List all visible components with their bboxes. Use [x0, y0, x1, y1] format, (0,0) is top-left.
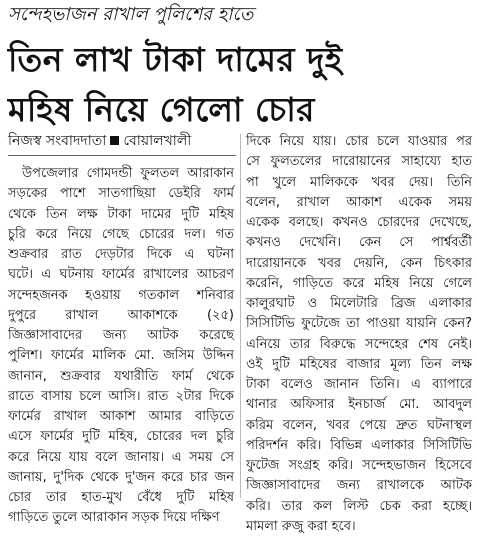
article-line: জিজ্ঞাসাবাদের জন্য রাখালকে আটক	[246, 478, 472, 494]
article-line: ফুটেজ সংগ্রহ করি। সন্দেহভাজন হিসেবে	[246, 458, 472, 473]
byline-location: বোয়ালখালী	[123, 133, 192, 149]
article-line: ঘটে। এ ঘটনায় ফার্মের রাখালের আচরণ	[8, 267, 234, 283]
article-line: শুক্রবার রাত দেড়টার দিকে এ ঘটনা	[8, 247, 234, 262]
article-line: সিসিটিভি ফুটেজে তা পাওয়া যায়নি কেন?	[246, 316, 472, 332]
article-line: মামলা রুজু করা হবে।	[246, 518, 356, 534]
article-line: এনিয়ে তার বিরুদ্ধে সন্দেহের শেষ নেই।	[246, 336, 472, 352]
article-line: ফার্মের রাখাল আকাশ আমার বাড়িতে	[8, 409, 234, 424]
article-line: গাড়িতে তুলে আরাকান সড়ক দিয়ে দক্ষিণ	[8, 510, 220, 526]
byline-separator	[110, 136, 119, 145]
article-line: সন্দেহজনক হওয়ায় গতকাল শনিবার	[8, 287, 234, 303]
article-line: জিজ্ঞাসাবাদের জন্য আটক করেছে	[8, 328, 234, 343]
article-line: ওই দুটি মহিষের বাজার মূল্য তিন লক্ষ	[246, 356, 472, 372]
article-line: দিকে নিয়ে যায়। চোর চলে যাওয়ার পর	[246, 134, 472, 149]
headline-line-2: মহিষ নিয়ে গেলো চোর	[8, 90, 315, 129]
article-line: পা খুলে মালিককে খবর দেয়। তিনি	[246, 174, 472, 190]
article-line: বলেন, রাখাল আকাশ একেক সময়	[246, 194, 472, 210]
kicker: সন্দেহভাজন রাখাল পুলিশের হাতে	[8, 4, 254, 25]
article-line: উপজেলার গোমদন্ডী ফুলতল আরাকান	[22, 166, 234, 181]
article-line: জানান, শুক্রবার যথারীতি ফার্ম থেকে	[8, 368, 234, 384]
article-line: পরিদর্শন করি। বিভিন্ন এলাকার সিসিটিভি	[246, 437, 472, 453]
left-column	[8, 164, 234, 529]
headline-line-1: তিন লাখ টাকা দামের দুই	[8, 40, 343, 79]
column-divider	[240, 134, 241, 498]
article-line: এসে ফার্মের দুটি মহিষ, চোরের দল চুরি	[8, 429, 234, 445]
byline	[8, 132, 233, 150]
article-line: থানার অফিসার ইনচার্জ মো. আবদুল	[246, 397, 472, 413]
article-line: চোর তার হাত-মুখ বেঁধে দুটি মহিষ	[8, 490, 234, 505]
article-line: সে ফুলতলের দারোয়ানের সাহায্যে হাত	[246, 154, 472, 170]
article-line: কালুরঘাট ও মিলেটারি ব্রিজ এলাকার	[246, 296, 472, 311]
article-line: রাতে বাসায় চলে আসি। রাত ২টার দিকে	[8, 388, 234, 404]
article-line: দুপুরে রাখাল আকাশকে (২৫)	[8, 307, 234, 323]
right-column	[246, 132, 472, 537]
byline-reporter: নিজস্ব সংবাদদাতা	[8, 133, 107, 149]
article-line: একেক বলছে। কখনও চোরদের দেখেছে,	[246, 215, 472, 230]
article-line: কখনও দেখেনি। কেন সে পার্শ্ববর্তী	[246, 235, 472, 251]
article-line: সড়কের পাশে সাতগাছিয়া ডেইরি ফার্ম	[8, 186, 234, 202]
article-line: পুলিশ। ফার্মের মালিক মো. জসিম উদ্দিন	[8, 348, 234, 364]
article-line: থেকে তিন লক্ষ টাকা দামের দুটি মহিষ	[8, 206, 234, 222]
article-line: জানায়, দু'দিক থেকে দু'জন করে চার জন	[8, 469, 234, 485]
article-line: টাকা বলেও জানান তিনি। এ ব্যাপারে	[246, 377, 472, 392]
article-line: করেনি, গাড়িতে করে মহিষ নিয়ে গেলে	[246, 275, 472, 291]
byline-rule	[8, 155, 236, 156]
article-line: করি। তার কল লিস্ট চেক করা হচ্ছে।	[246, 498, 472, 514]
article-line: করিম বলেন, খবর পেয়ে দ্রুত ঘটনাস্থল	[246, 417, 472, 433]
article-line: চুরি করে নিয়ে গেছে চোরের দল। গত	[8, 226, 234, 242]
article-line: করে নিয়ে যায় বলে জানায়। এ সময় সে	[8, 449, 234, 465]
article-line: দারোয়ানকে খবর দেয়নি, কেন চিৎকার	[246, 255, 472, 271]
